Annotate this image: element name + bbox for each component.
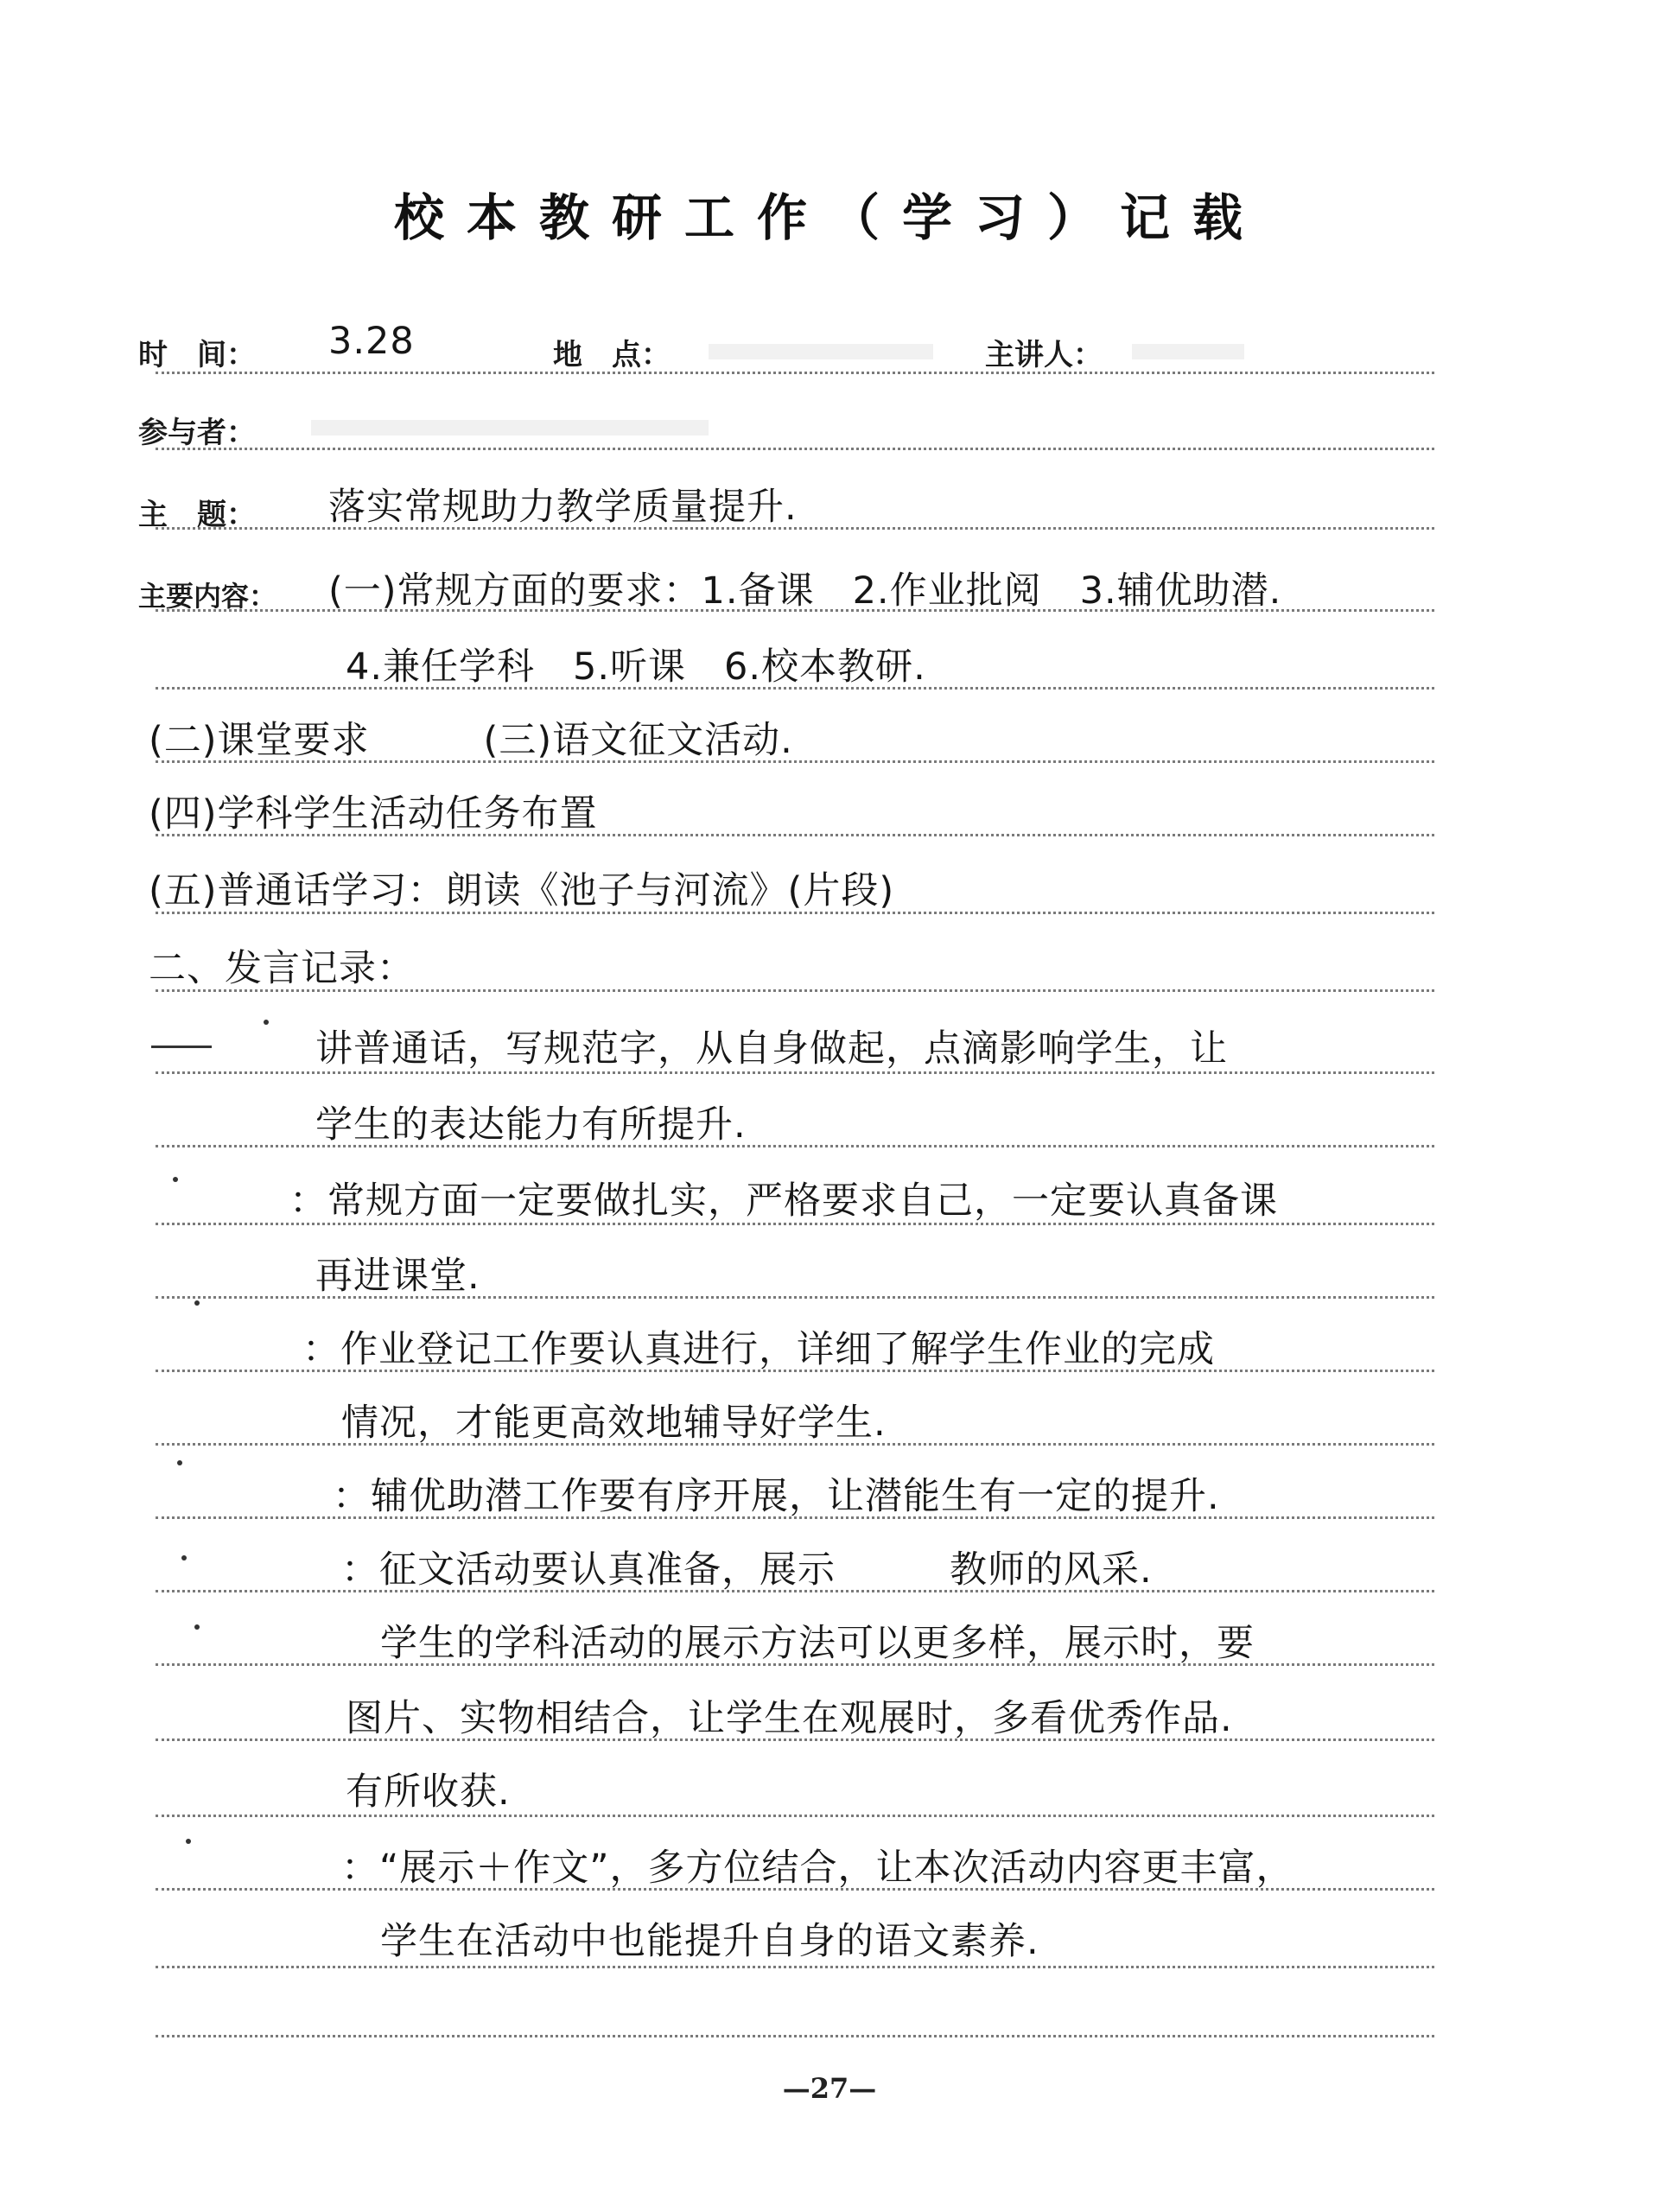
speaker-mark	[194, 1300, 200, 1306]
page-number: —27—	[782, 2072, 877, 2105]
minutes-line: ：作业登记工作要认真进行，详细了解学生作业的完成	[302, 1328, 1215, 1371]
minutes-line: 图片、实物相结合，让学生在观展时，多看优秀作品.	[346, 1697, 1233, 1740]
minutes-line: 有所收获.	[346, 1770, 511, 1814]
content-line: (二)课堂要求 (三)语文征文活动.	[149, 719, 793, 762]
minutes-line: 再进课堂.	[315, 1255, 480, 1298]
ruled-line	[156, 1966, 1434, 1968]
minutes-heading: 二、发言记录：	[149, 947, 415, 990]
minutes-line: ：征文活动要认真准备，展示 教师的风采.	[341, 1548, 1153, 1592]
content-label: 主要内容：	[138, 580, 277, 613]
speaker-label: 主讲人：	[985, 338, 1103, 372]
time-value: 3.28	[328, 320, 415, 363]
content-line: (五)普通话学习：朗读《池子与河流》(片段)	[149, 869, 895, 912]
redacted-participants	[311, 420, 709, 435]
ruled-line	[156, 448, 1434, 450]
minutes-line: 讲普通话，写规范字，从自身做起，点滴影响学生，让	[315, 1027, 1228, 1071]
time-label: 时 间：	[138, 338, 256, 372]
ruled-line	[156, 2035, 1434, 2037]
page-title: 校本教研工作（学习）记载	[393, 188, 1265, 247]
minutes-line: 学生在活动中也能提升自身的语文素养.	[380, 1920, 1039, 1963]
topic-value: 落实常规助力教学质量提升.	[328, 486, 798, 529]
topic-label: 主 题：	[138, 498, 256, 532]
minutes-line: ：“展示＋作文”，多方位结合，让本次活动内容更丰富，	[341, 1847, 1294, 1890]
minutes-line: 学生的学科活动的展示方法可以更多样，展示时，要	[380, 1622, 1255, 1665]
content-line: (一)常规方面的要求：1.备课 2.作业批阅 3.辅优助潜.	[328, 569, 1282, 613]
minutes-line: ：辅优助潜工作要有序开展，让潜能生有一定的提升.	[333, 1475, 1220, 1518]
speaker-mark	[186, 1839, 191, 1844]
ruled-line	[156, 372, 1434, 374]
speaker-mark	[177, 1460, 182, 1465]
speaker-mark	[264, 1020, 269, 1025]
content-line: 4.兼任学科 5.听课 6.校本教研.	[346, 645, 926, 689]
speaker-mark	[181, 1555, 187, 1560]
participants-label: 参与者：	[138, 416, 256, 450]
redacted-speaker	[1132, 344, 1244, 359]
content-line: (四)学科学生活动任务布置	[149, 792, 598, 836]
speaker-mark	[194, 1624, 200, 1630]
speaker-mark	[173, 1177, 178, 1182]
place-label: 地 点：	[553, 338, 671, 372]
minutes-line: 学生的表达能力有所提升.	[315, 1103, 747, 1147]
speaker-mark	[151, 1046, 212, 1048]
minutes-line: ：常规方面一定要做扎实，严格要求自己，一定要认真备课	[289, 1179, 1278, 1223]
minutes-line: 情况，才能更高效地辅导好学生.	[341, 1402, 887, 1445]
redacted-place	[709, 344, 933, 359]
